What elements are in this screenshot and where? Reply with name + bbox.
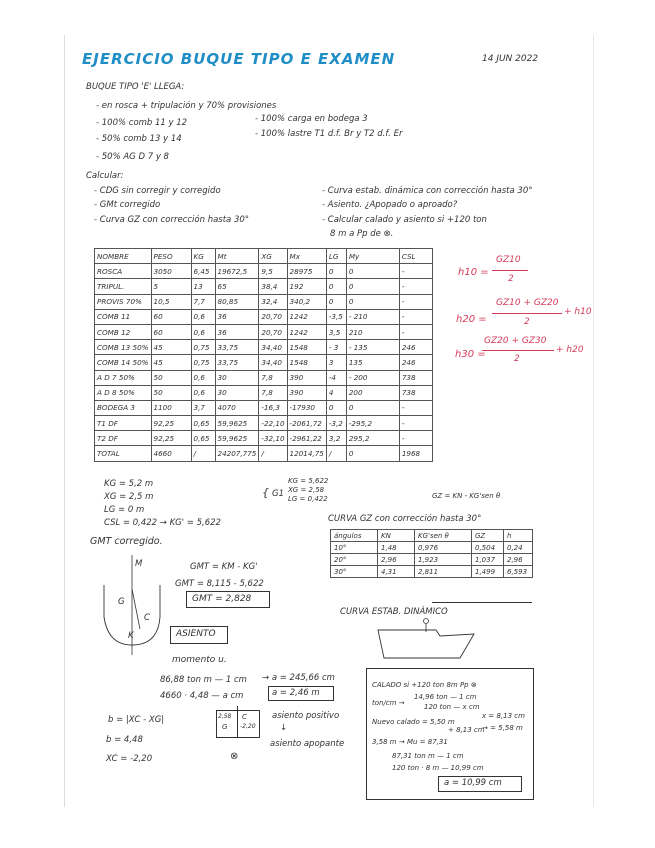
table-cell: - 3 <box>326 340 346 355</box>
table-cell: 45 <box>151 355 191 370</box>
gmt-line1: GMT = KM - KG' <box>190 562 258 572</box>
formula-h10-num: GZ10 <box>496 255 521 265</box>
table-cell: / <box>259 446 287 461</box>
table-cell: -32,10 <box>259 431 287 446</box>
asiento-diagram-line <box>237 706 238 738</box>
result-xg: XG = 2,5 m <box>104 492 154 502</box>
table-cell: 65 <box>215 279 259 294</box>
table-cell: 34,40 <box>259 355 287 370</box>
table-cell: 246 <box>399 355 432 370</box>
table-cell: 1,48 <box>378 542 415 554</box>
x-mark-icon: ⊗ <box>230 751 239 762</box>
diagram-g: G <box>222 723 228 731</box>
table-header-cell: ángulos <box>331 530 378 542</box>
table-cell: 1242 <box>287 324 326 339</box>
table-cell: 13 <box>191 279 215 294</box>
stable-curve-label: CURVA ESTAB. DINÁMICO <box>340 607 448 617</box>
table-row <box>95 279 433 294</box>
intro-line: - 50% AG D 7 y 8 <box>96 152 169 162</box>
table-cell: 7,7 <box>191 294 215 309</box>
table-cell: 50 <box>151 385 191 400</box>
table-cell: - <box>399 324 432 339</box>
table-cell: 36 <box>215 324 259 339</box>
asiento-label: ASIENTO <box>176 629 216 639</box>
calcular-heading: Calcular: <box>86 171 124 181</box>
table-cell: 3050 <box>151 264 191 279</box>
table-cell: 135 <box>346 355 399 370</box>
table-cell: 80,85 <box>215 294 259 309</box>
table-cell: 210 <box>346 324 399 339</box>
table-cell: 0 <box>326 264 346 279</box>
table-cell: 32,4 <box>259 294 287 309</box>
document-date: 14 JUN 2022 <box>482 54 539 64</box>
formula-h20-tail: + h10 <box>564 307 592 317</box>
table-row <box>95 385 433 400</box>
formula-h10-den: 2 <box>508 274 514 284</box>
table-row <box>95 400 433 415</box>
table-cell: 4,31 <box>378 566 415 578</box>
table-cell: 3,7 <box>191 400 215 415</box>
table-cell: 30° <box>331 566 378 578</box>
table-cell: - <box>399 309 432 324</box>
diagram-c: C <box>242 713 247 721</box>
calcular-item: - Calcular calado y asiento si +120 ton <box>322 215 487 225</box>
table-cell: 2,96 <box>378 554 415 566</box>
calcular-item: - Asiento. ¿Apopado o aproado? <box>322 200 458 210</box>
table-cell: 3,2 <box>326 431 346 446</box>
table-cell: 1,499 <box>472 566 504 578</box>
asiento-eq1: 86,88 ton m — 1 cm <box>160 675 247 685</box>
table-header-cell: KG'sen θ <box>415 530 472 542</box>
table-cell: 24207,775 <box>215 446 259 461</box>
formula-h20-den: 2 <box>524 317 530 327</box>
table-cell: -295,2 <box>346 416 399 431</box>
diagram-xg: 2,58 <box>218 713 232 720</box>
table-cell: - <box>399 264 432 279</box>
table-cell: BODEGA 3 <box>95 400 152 415</box>
table-cell: 0,976 <box>415 542 472 554</box>
table-cell: ROSCA <box>95 264 152 279</box>
table-cell: 3 <box>326 355 346 370</box>
table-cell: 50 <box>151 370 191 385</box>
table-cell: 60 <box>151 324 191 339</box>
table-cell: 6,593 <box>504 566 533 578</box>
calado-heading: CALADO si +120 ton 8m Pp ⊗ <box>372 681 477 689</box>
result-lg: LG = 0 m <box>104 505 145 515</box>
table-cell: - <box>399 400 432 415</box>
table-cell: 390 <box>287 370 326 385</box>
table-cell: 0,75 <box>191 340 215 355</box>
point-g-label: G <box>118 597 125 607</box>
table-cell: 1548 <box>287 355 326 370</box>
table-row <box>331 542 533 554</box>
table-cell: 1,037 <box>472 554 504 566</box>
table-row <box>95 324 433 339</box>
table-cell: 0,6 <box>191 370 215 385</box>
table-cell: 2,96 <box>504 554 533 566</box>
table-row <box>331 554 533 566</box>
fraction-bar <box>492 270 528 271</box>
table-cell: T1 DF <box>95 416 152 431</box>
fraction-bar <box>492 313 562 314</box>
calado-line: + 8,13 cm <box>448 726 485 734</box>
table-cell: - <box>399 294 432 309</box>
formula-h30-num: GZ20 + GZ30 <box>484 336 547 346</box>
table-cell: 0,24 <box>504 542 533 554</box>
table-cell: / <box>326 446 346 461</box>
formula-h30-tail: + h20 <box>556 345 584 355</box>
table-header-cell: LG <box>326 249 346 264</box>
intro-line: - 50% comb 13 y 14 <box>96 134 182 144</box>
fraction-bar <box>482 350 554 351</box>
table-cell: - <box>399 416 432 431</box>
gz-curve-table <box>330 529 533 578</box>
table-cell: 92,25 <box>151 431 191 446</box>
brace-left: { <box>262 486 269 499</box>
table-cell: 30 <box>215 385 259 400</box>
table-cell: 295,2 <box>346 431 399 446</box>
table-cell: 34,40 <box>259 340 287 355</box>
calado-new: Nuevo calado = 5,50 m <box>372 718 455 726</box>
table-header-cell: CSL <box>399 249 432 264</box>
table-cell: 200 <box>346 385 399 400</box>
table-cell: 6,45 <box>191 264 215 279</box>
formula-h30-lhs: h30 = <box>455 349 486 360</box>
table-cell: 0 <box>346 264 399 279</box>
table-cell: PROVIS 70% <box>95 294 152 309</box>
table-row <box>95 355 433 370</box>
table-cell: 0,6 <box>191 385 215 400</box>
table-cell: T2 DF <box>95 431 152 446</box>
table-cell: A D 8 50% <box>95 385 152 400</box>
calado-tpc: ton/cm → <box>372 699 405 707</box>
table-cell: 1548 <box>287 340 326 355</box>
table-cell: 0,6 <box>191 324 215 339</box>
table-cell: - <box>399 431 432 446</box>
table-cell: COMB 13 50% <box>95 340 152 355</box>
table-cell: TOTAL <box>95 446 152 461</box>
table-cell: 19672,5 <box>215 264 259 279</box>
table-cell: 59,9625 <box>215 416 259 431</box>
table-header-cell: GZ <box>472 530 504 542</box>
b-value: b = 4,48 <box>106 735 143 745</box>
table-cell: 3,5 <box>326 324 346 339</box>
table-cell: 0,75 <box>191 355 215 370</box>
calcular-item: - CDG sin corregir y corregido <box>94 186 221 196</box>
table-cell: 4660 <box>151 446 191 461</box>
calado-result: a = 10,99 cm <box>444 778 502 788</box>
result-csl: CSL = 0,422 → KG' = 5,622 <box>104 518 221 528</box>
table-cell: 10,5 <box>151 294 191 309</box>
table-cell: 0 <box>346 279 399 294</box>
table-cell: 0 <box>346 400 399 415</box>
table-cell: 4 <box>326 385 346 400</box>
table-row <box>95 340 433 355</box>
document-title: EJERCICIO BUQUE TIPO E EXAMEN <box>82 50 396 68</box>
asiento-positivo: asiento positivo <box>272 711 340 721</box>
table-cell: 33,75 <box>215 340 259 355</box>
table-row <box>95 416 433 431</box>
table-cell: TRIPUL. <box>95 279 152 294</box>
table-cell: 0 <box>326 400 346 415</box>
weights-table <box>94 248 433 462</box>
table-cell: -17930 <box>287 400 326 415</box>
table-cell: -16,3 <box>259 400 287 415</box>
calado-line: 87,31 ton m — 1 cm <box>392 752 464 760</box>
table-cell: 33,75 <box>215 355 259 370</box>
asiento-apopante: asiento apopante <box>270 739 345 749</box>
table-cell: 0 <box>346 294 399 309</box>
result-kg: KG = 5,2 m <box>104 479 154 489</box>
calado-line: → = 5,58 m <box>482 724 523 732</box>
table-cell: 28975 <box>287 264 326 279</box>
hull-outline <box>378 630 474 658</box>
table-cell: 738 <box>399 370 432 385</box>
b-equation: b = |XC - XG| <box>108 715 165 725</box>
point-m-label: M <box>135 559 143 569</box>
table-cell: 0 <box>326 279 346 294</box>
down-arrow-icon: ↓ <box>280 723 288 733</box>
table-cell: 0 <box>326 294 346 309</box>
formula-h20-lhs: h20 = <box>456 314 487 325</box>
calcular-item: - Curva GZ con corrección hasta 30° <box>94 215 250 225</box>
table-cell: / <box>191 446 215 461</box>
table-cell: - <box>399 279 432 294</box>
g1-lg: LG = 0,422 <box>288 495 328 503</box>
momento-label: momento u. <box>172 655 227 665</box>
table-cell: 38,4 <box>259 279 287 294</box>
calcular-item: - Curva estab. dinámica con corrección hasta 30° <box>322 186 533 196</box>
table-header-cell: KG <box>191 249 215 264</box>
gmt-result: GMT = 2,828 <box>192 594 252 604</box>
table-cell: - 210 <box>346 309 399 324</box>
table-header-cell: NOMBRE <box>95 249 152 264</box>
calado-line: 120 ton · 8 m — 10,99 cm <box>392 764 484 772</box>
table-cell: -2961,22 <box>287 431 326 446</box>
calado-mu: 3,58 m → Mu = 87,31 <box>372 738 448 746</box>
table-cell: 30 <box>215 370 259 385</box>
table-total-row <box>95 446 433 461</box>
calado-line: 120 ton — x cm <box>424 703 480 711</box>
table-cell: -3,2 <box>326 416 346 431</box>
table-cell: 1100 <box>151 400 191 415</box>
table-header-cell: KN <box>378 530 415 542</box>
table-cell: 20,70 <box>259 309 287 324</box>
x-mark-icon <box>424 619 429 624</box>
table-cell: 12014,75 <box>287 446 326 461</box>
gz-formula: GZ = KN - KG'sen θ <box>432 492 501 500</box>
table-cell: 2,811 <box>415 566 472 578</box>
table-header-cell: Mx <box>287 249 326 264</box>
gmt-heading: GMT corregido. <box>90 536 163 547</box>
table-cell: 1968 <box>399 446 432 461</box>
stable-line <box>432 602 532 603</box>
table-cell: 7,8 <box>259 385 287 400</box>
table-cell: 4070 <box>215 400 259 415</box>
intro-heading: BUQUE TIPO 'E' LLEGA: <box>86 82 185 92</box>
formula-h30-den: 2 <box>514 354 520 364</box>
table-cell: 0,6 <box>191 309 215 324</box>
table-cell: 45 <box>151 340 191 355</box>
table-header-row <box>95 249 433 264</box>
table-header-cell: Mt <box>215 249 259 264</box>
table-header-cell: XG <box>259 249 287 264</box>
calado-line: x = 8,13 cm <box>482 712 525 720</box>
table-row <box>95 370 433 385</box>
table-cell: COMB 14 50% <box>95 355 152 370</box>
table-header-cell: PESO <box>151 249 191 264</box>
gz-curve-heading: CURVA GZ con corrección hasta 30° <box>328 514 482 524</box>
hull-section-diagram <box>370 618 480 666</box>
diagram-xc: -2,20 <box>240 723 256 730</box>
table-cell: COMB 12 <box>95 324 152 339</box>
table-row <box>95 264 433 279</box>
table-cell: 1242 <box>287 309 326 324</box>
table-cell: 36 <box>215 309 259 324</box>
table-cell: -3,5 <box>326 309 346 324</box>
table-cell: 10° <box>331 542 378 554</box>
table-cell: A D 7 50% <box>95 370 152 385</box>
table-header-row <box>331 530 533 542</box>
table-cell: -4 <box>326 370 346 385</box>
table-cell: 0,65 <box>191 431 215 446</box>
xc-value: XC = -2,20 <box>106 754 153 764</box>
table-cell: 60 <box>151 309 191 324</box>
g1-xg: XG = 2,58 <box>288 486 325 494</box>
intro-line: - en rosca + tripulación y 70% provisiones <box>96 101 277 111</box>
table-cell: 0 <box>346 446 399 461</box>
intro-line: - 100% lastre T1 d.f. Br y T2 d.f. Er <box>255 129 403 139</box>
table-cell: 0,504 <box>472 542 504 554</box>
formula-h20-num: GZ10 + GZ20 <box>496 298 559 308</box>
table-header-cell: My <box>346 249 399 264</box>
formula-h10-lhs: h10 = <box>458 267 489 278</box>
table-cell: 20,70 <box>259 324 287 339</box>
table-header-cell: h <box>504 530 533 542</box>
asiento-eq2: 4660 · 4,48 — a cm <box>160 691 244 701</box>
table-cell: 390 <box>287 385 326 400</box>
table-row <box>95 431 433 446</box>
table-cell: -2061,72 <box>287 416 326 431</box>
asiento-result: a = 2,46 m <box>272 688 320 698</box>
calado-line: 14,96 ton — 1 cm <box>414 693 477 701</box>
table-cell: 192 <box>287 279 326 294</box>
table-cell: 5 <box>151 279 191 294</box>
table-cell: 246 <box>399 340 432 355</box>
table-cell: 9,5 <box>259 264 287 279</box>
point-k-label: K <box>128 631 134 641</box>
table-cell: 59,9625 <box>215 431 259 446</box>
asiento-arrow: → a = 245,66 cm <box>262 673 335 683</box>
g1-label: G1 <box>272 489 284 499</box>
table-cell: -22,10 <box>259 416 287 431</box>
table-cell: 0,65 <box>191 416 215 431</box>
intro-line: - 100% comb 11 y 12 <box>96 118 188 128</box>
table-row <box>95 309 433 324</box>
table-cell: 738 <box>399 385 432 400</box>
table-row <box>331 566 533 578</box>
table-cell: 340,2 <box>287 294 326 309</box>
table-cell: 92,25 <box>151 416 191 431</box>
table-cell: - 135 <box>346 340 399 355</box>
calcular-item: 8 m a Pp de ⊗. <box>330 229 394 239</box>
table-cell: 1,923 <box>415 554 472 566</box>
table-cell: - 200 <box>346 370 399 385</box>
heel-line <box>132 589 140 629</box>
g1-kg: KG = 5,622 <box>288 477 329 485</box>
table-cell: COMB 11 <box>95 309 152 324</box>
gmt-line2: GMT = 8,115 - 5,622 <box>175 579 264 589</box>
table-cell: 20° <box>331 554 378 566</box>
point-c-label: C <box>144 613 150 623</box>
table-row <box>95 294 433 309</box>
intro-line: - 100% carga en bodega 3 <box>255 114 368 124</box>
table-cell: 7,8 <box>259 370 287 385</box>
calcular-item: - GMt corregido <box>94 200 161 210</box>
